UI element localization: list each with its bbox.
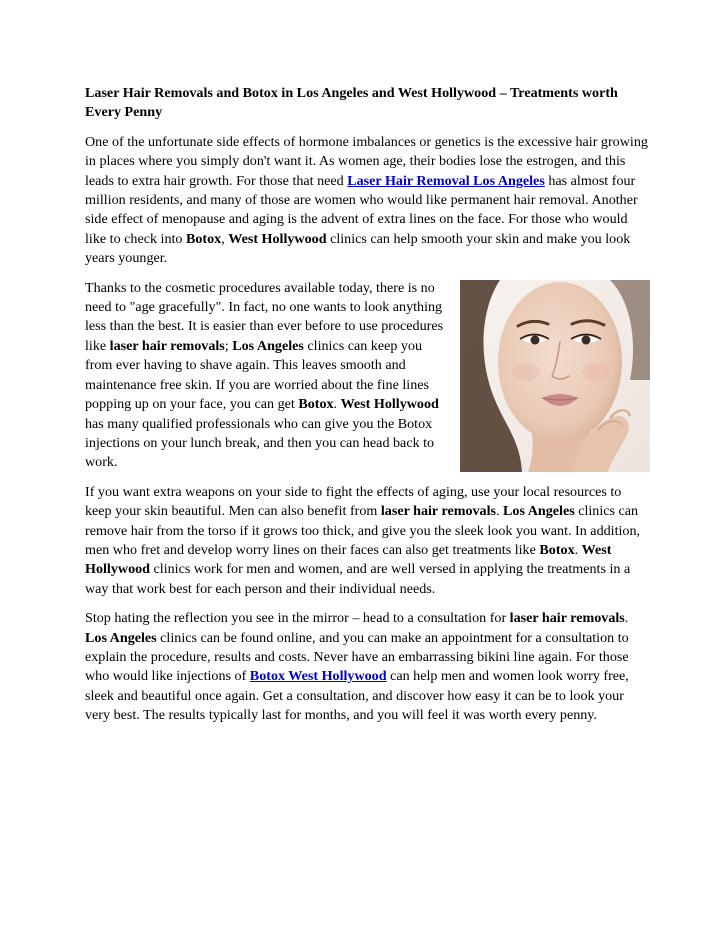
woman-face-illustration [460,280,650,472]
p1-bold-botox: Botox [185,230,222,247]
p2-bold-laser-hair-removals: laser hair removals [109,337,225,354]
p2-text-1: Thanks to the cosmetic procedures available today, there is no need to "age gracefully". In fact, no one wants to look anything less than the best. It is easier than ever before to use procedures like [85,279,444,354]
document-title: Laser Hair Removals and Botox in Los Angeles and West Hollywood – Treatments worth Every Penny [85,85,618,121]
paragraph-3 [85,483,650,599]
woman-face-photo [460,280,650,472]
p1-text-1: One of the unfortunate side effects of hormone imbalances or genetics is the excessive hair growing in places where you simply don't want it. As women age, their bodies lose the estrogen, and this leads to extra hair growth. For those that need [85,133,648,189]
face-shape [498,282,622,442]
document-page [85,84,650,736]
p2-text-3: clinics can keep you from ever having to shave again. This leaves smooth and maintenance free skin. If you are worried about the fine lines popping up on your face, you can get [85,337,429,413]
p1-text-4: clinics can help smooth your skin and make you look years younger. [85,230,631,267]
p1-text-3: , [221,230,229,247]
p2-text-4: . [333,396,341,413]
p1-text-2: has almost four million residents, and many of those are women who would like permanent hair removal. Another side effect of menopause and aging is the advent of extra lines on the face. For those who would like to check into [85,172,638,247]
p4-text-3: clinics can be found online, and you can make an appointment for a consultation to explain the procedure, results and costs. Never have an embarrassing bikini line again. For those who would like injections of [85,629,629,685]
paragraph-4 [85,609,650,725]
p3-text-4: . [574,541,582,558]
p4-text-4: can help men and women look worry free, sleek and beautiful once again. Get a consultation, and discover how easy it can be to look your very best. The results typically last for months, and you will feel it was worth every penny. [85,668,629,724]
p4-bold-los-angeles: Los Angeles [85,629,157,646]
p3-bold-los-angeles: Los Angeles [503,503,575,520]
p2-text-5: has many qualified professionals who can give you the Botox injections on your lunch break, and then you can head back to work. [85,415,435,471]
paragraph-1 [85,133,650,269]
p2-text-2: ; [224,337,233,354]
p1-bold-west-hollywood: West Hollywood [228,230,327,247]
p3-text-1: If you want extra weapons on your side to fight the effects of aging, use your local resources to keep your skin beautiful. Men can also benefit from [85,483,622,520]
botox-west-hollywood-link[interactable]: Botox West Hollywood [249,668,387,685]
p3-text-3: clinics can remove hair from the torso if it grows too thick, and give you the sleek look you want. In addition, men who fret and develop worry lines on their faces can also get treatments like [85,503,641,558]
p3-text-5: clinics work for men and women, and are well versed in applying the treatments in a way that work best for each person and their individual needs. [85,561,631,597]
p4-text-1: Stop hating the reflection you see in the mirror – head to a consultation for [85,610,510,627]
p3-bold-botox: Botox [539,541,575,558]
laser-hair-removal-los-angeles-link[interactable]: Laser Hair Removal Los Angeles [347,172,545,189]
p2-bold-west-hollywood: West Hollywood [340,396,439,413]
p4-bold-laser-hair-removals: laser hair removals [509,610,625,627]
p2-bold-los-angeles: Los Angeles [232,337,304,354]
p2-bold-botox: Botox [298,396,334,413]
p3-bold-laser-hair-removals: laser hair removals [380,503,496,520]
p4-text-2: . [624,610,629,627]
p3-bold-west-hollywood: West Hollywood [85,541,612,578]
p3-text-2: . [495,503,504,520]
